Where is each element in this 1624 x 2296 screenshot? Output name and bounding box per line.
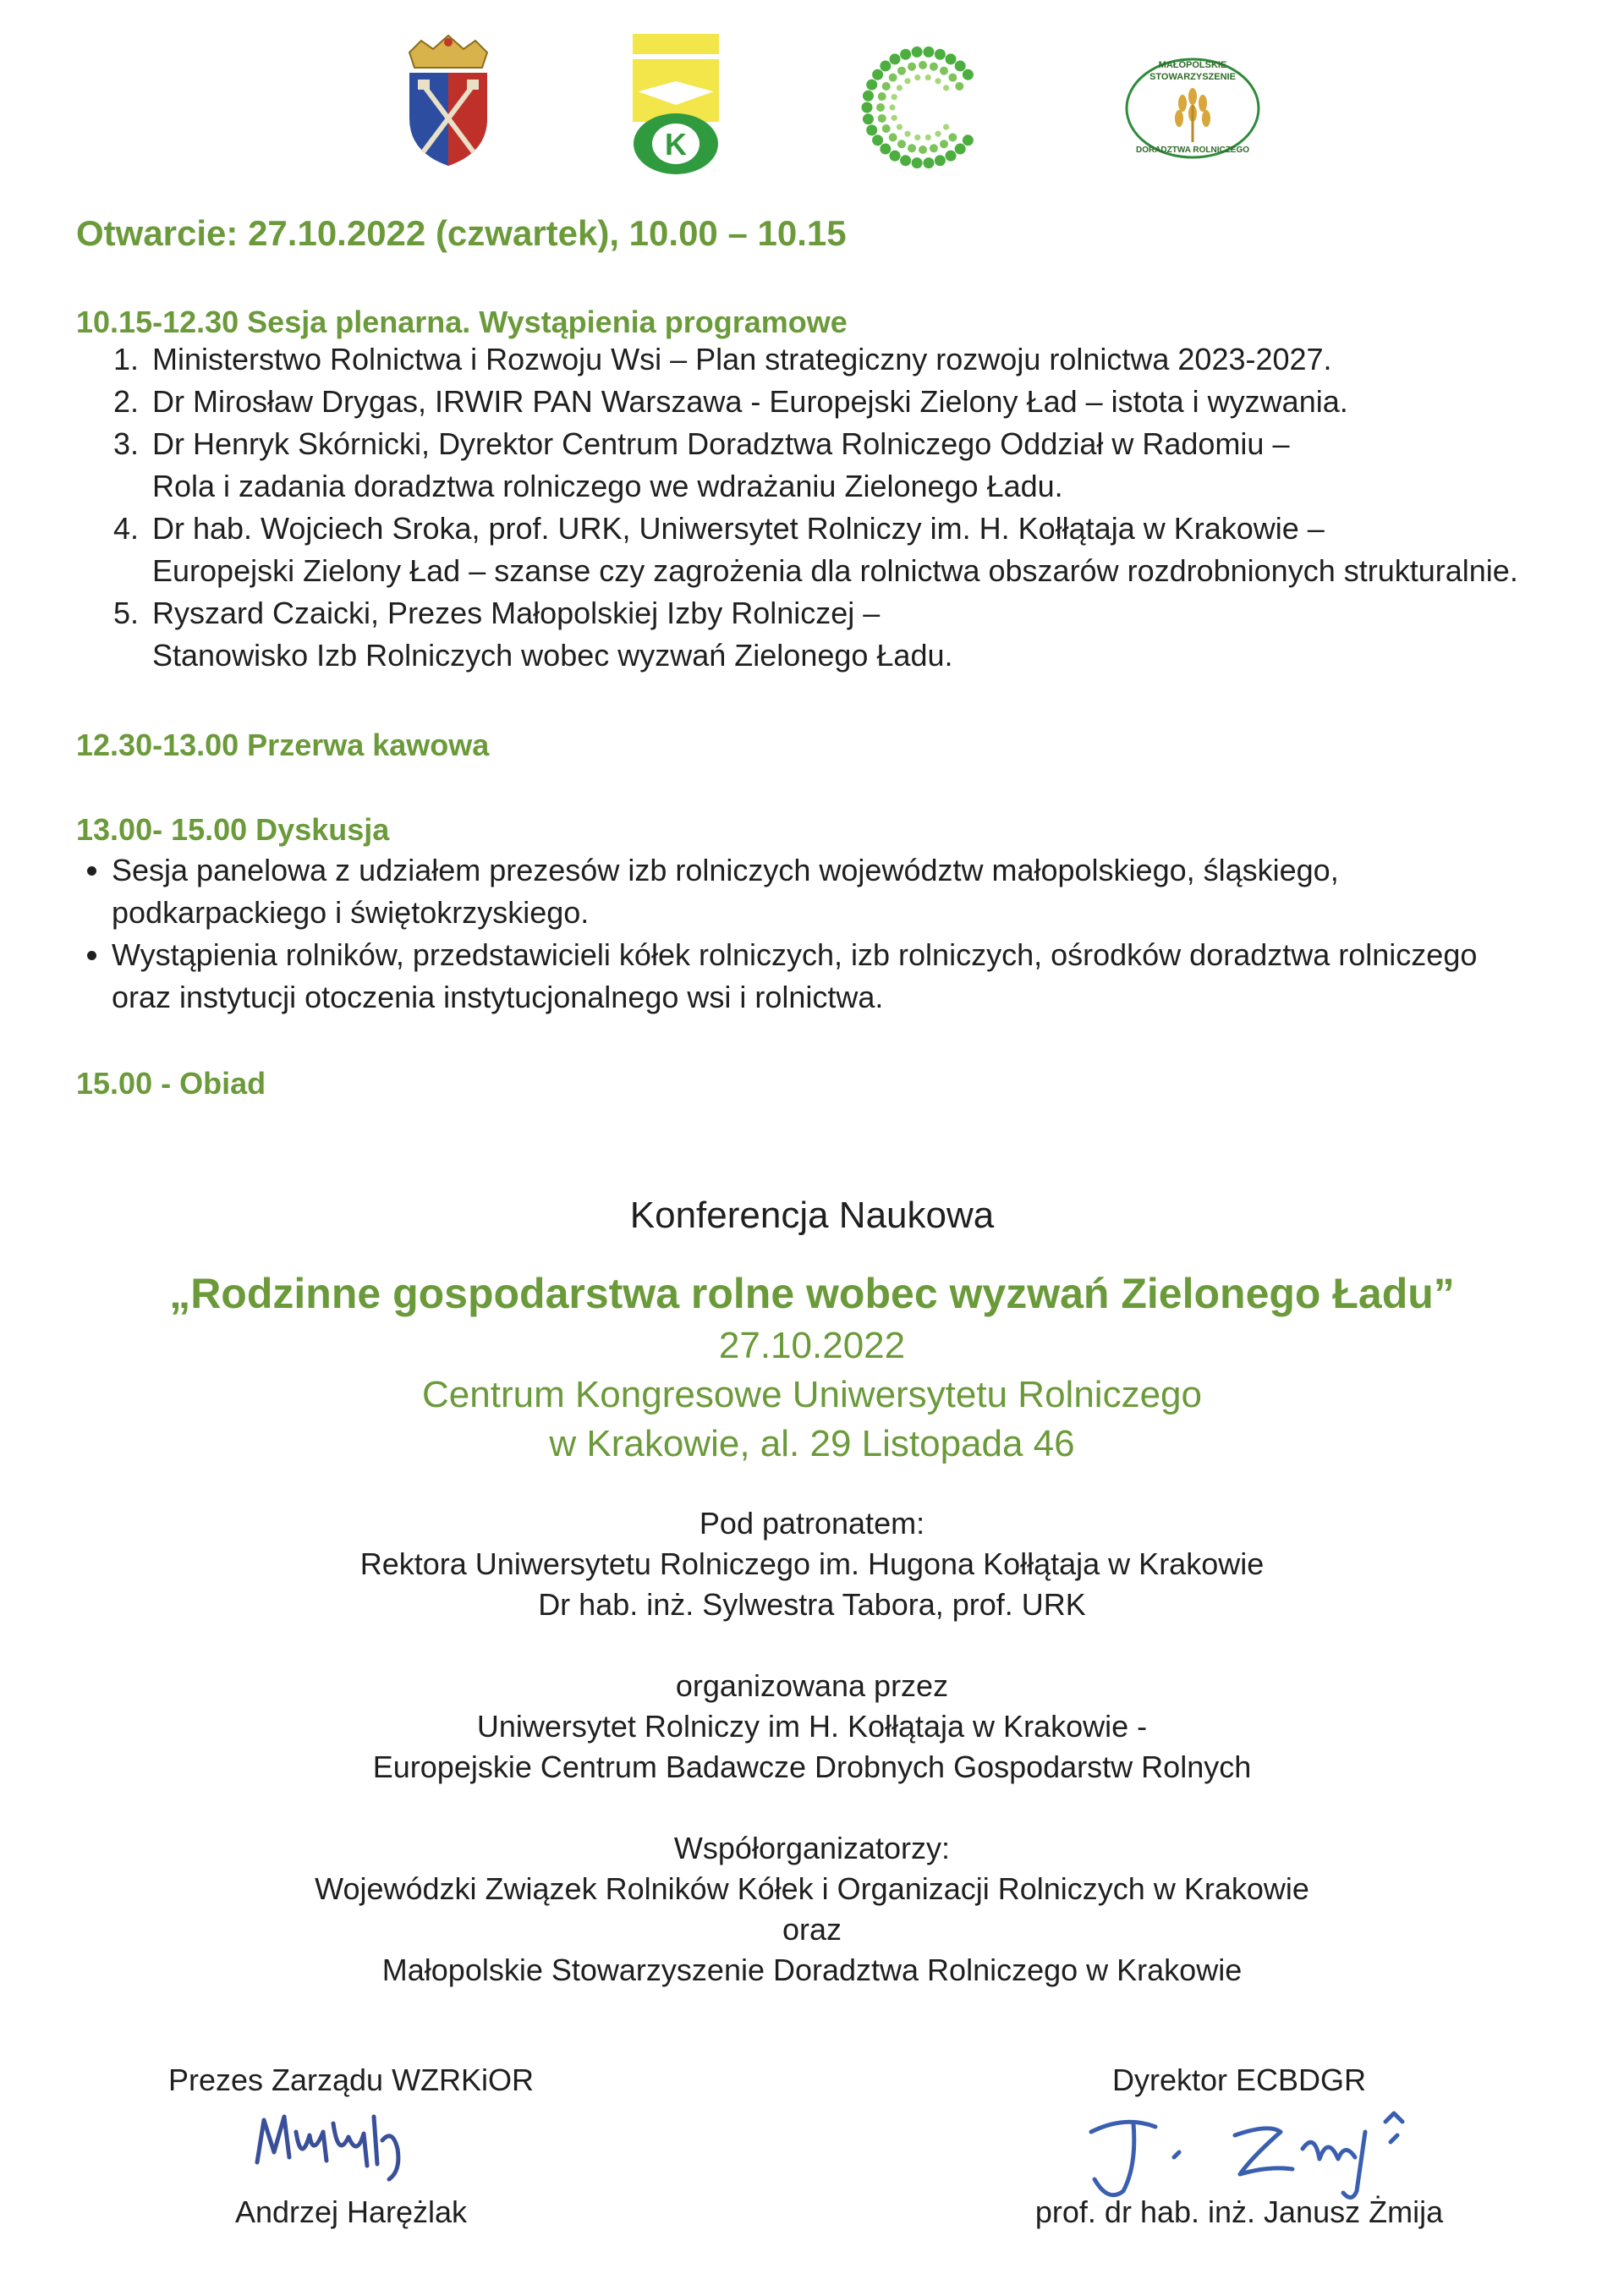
logo-dot: [882, 124, 891, 133]
logo-dot: [919, 146, 927, 154]
left-signatory-title: Prezes Zarządu WZRKiOR: [167, 2063, 535, 2097]
logo-dot: [889, 133, 897, 141]
logo-dot: [878, 92, 886, 101]
logo-dot: [880, 60, 891, 71]
logo-dot: [955, 144, 966, 155]
organizer-line2: Europejskie Centrum Badawcze Drobnych Gospodarstw Rolnych: [372, 1749, 1252, 1784]
logo-dot: [923, 157, 934, 168]
left-signatory-name: Andrzej Harężlak: [234, 2194, 468, 2229]
discussion-title: 13.00- 15.00 Dyskusja: [76, 812, 390, 847]
logo-dot: [862, 102, 873, 113]
logo-dot: [925, 135, 931, 140]
logo-dot: [930, 144, 938, 152]
list-item: 4. Dr hab. Wojciech Sroka, prof. URK, Uniwersytet Rolniczy im. H. Kołłątaja w Krakowie – Europejski Zielony Ład – szanse czy zagrożenia dla rolnictwa obszarów rozdrobnionych strukturalnie.: [147, 508, 1624, 592]
logo-dot: [897, 67, 906, 75]
list-item: 2. Dr Mirosław Drygas, IRWIR PAN Warszawa - Europejski Zielony Ład – istota i wyzwania.: [147, 381, 1624, 423]
logo-dot: [904, 78, 910, 84]
conference-venue-line1: Centrum Kongresowe Uniwersytetu Rolniczego: [422, 1374, 1202, 1415]
logo-dot: [943, 124, 949, 130]
logo-dot: [863, 91, 874, 102]
plenary-program-list: [76, 338, 1624, 677]
coorganizers-line3: Małopolskie Stowarzyszenie Doradztwa Rolniczego w Krakowie: [381, 1953, 1243, 1987]
logo-dot: [943, 85, 949, 91]
conference-venue-line2: w Krakowie, al. 29 Listopada 46: [549, 1423, 1075, 1464]
logo-dot: [963, 69, 974, 80]
patronage-line1: Rektora Uniwersytetu Rolniczego im. Hugona Kołłątaja w Krakowie: [359, 1546, 1265, 1581]
logo-dot: [955, 60, 966, 71]
logo-dot: [912, 157, 923, 168]
logo-dot: [872, 69, 883, 80]
logo-dot: [866, 124, 877, 135]
logo-dot: [897, 85, 903, 91]
discussion-list: [76, 849, 1624, 1019]
patronage-line2: Dr hab. inż. Sylwestra Tabora, prof. URK: [538, 1587, 1086, 1622]
logo-dot: [908, 63, 916, 71]
logo-dot: [892, 94, 897, 100]
logo-dot: [948, 74, 957, 82]
coorganizers-line2: oraz: [782, 1912, 842, 1947]
lunch: 15.00 - Obiad: [76, 1066, 266, 1101]
logo-dot: [946, 53, 957, 64]
logo-dot: [900, 155, 911, 166]
right-signature: [1074, 2098, 1429, 2208]
patronage-label: Pod patronatem:: [699, 1506, 925, 1541]
logo-dot: [876, 103, 885, 112]
conference-title: „Rodzinne gospodarstwa rolne wobec wyzwań Zielonego Ładu”: [169, 1270, 1455, 1317]
svg-text:K: K: [665, 127, 687, 162]
logo-dot: [889, 74, 897, 82]
kolka-rolnicze-logo: [629, 34, 722, 176]
organizer-label: organizowana przez: [675, 1668, 949, 1703]
logo-dot: [914, 74, 920, 80]
logo-dot: [946, 151, 957, 162]
logo-dot: [866, 80, 877, 91]
logo-dot: [889, 104, 895, 110]
logo-dot: [904, 131, 910, 137]
list-item: 5. Ryszard Czaicki, Prezes Małopolskiej Izby Rolniczej – Stanowisko Izb Rolniczych wobec wyzwań Zielonego Ładu.: [147, 592, 1624, 677]
logo-dot: [935, 49, 946, 60]
logo-dot: [890, 151, 901, 162]
logo-dot: [935, 78, 941, 84]
logo-dot: [935, 131, 941, 137]
logo-dot: [897, 140, 906, 148]
session-plenary-title: 10.15-12.30 Sesja plenarna. Wystąpienia programowe: [76, 305, 848, 339]
krakow-coat-of-arms: [404, 34, 492, 169]
coffee-break: 12.30-13.00 Przerwa kawowa: [76, 728, 490, 762]
left-signature: [245, 2098, 431, 2183]
coorganizers-line1: Wojewódzki Związek Rolników Kółek i Organizacji Rolniczych w Krakowie: [315, 1871, 1309, 1906]
opening-time: Otwarcie: 27.10.2022 (czwartek), 10.00 – 10.15: [76, 213, 847, 253]
logo-dot: [925, 74, 931, 80]
svg-text:MAŁOPOLSKIE: MAŁOPOLSKIE: [1158, 60, 1227, 70]
svg-text:DORADZTWA ROLNICZEGO: DORADZTWA ROLNICZEGO: [1135, 146, 1250, 155]
list-item: • Wystąpienia rolników, przedstawicieli kółek rolniczych, izb rolniczych, ośrodków doradztwa rolniczego oraz instytucji otoczenia instytucjonalnego wsi i rolnictwa.: [112, 934, 1624, 1019]
list-item: 1. Ministerstwo Rolnictwa i Rozwoju Wsi – Plan strategiczny rozwoju rolnictwa 2023-2027.: [147, 338, 1624, 381]
logo-row: [0, 34, 1624, 186]
logo-dot: [878, 114, 886, 123]
logo-dot: [890, 53, 901, 64]
logo-dot: [863, 113, 874, 124]
logo-dot: [872, 135, 883, 146]
logo-dot: [923, 47, 934, 58]
logo-dot: [897, 124, 903, 130]
logo-dot: [948, 133, 957, 141]
logo-dot: [912, 47, 923, 58]
logo-dot: [935, 155, 946, 166]
logo-dot: [900, 49, 911, 60]
logo-dot: [919, 61, 927, 69]
conference-date: 27.10.2022: [718, 1325, 906, 1366]
logo-dot: [963, 135, 974, 146]
logo-dot: [908, 144, 916, 152]
list-item: • Sesja panelowa z udziałem prezesów izb rolniczych województw małopolskiego, śląskiego, podkarpackiego i świętokrzyskiego.: [112, 849, 1624, 934]
coorganizers-label: Współorganizatorzy:: [673, 1831, 951, 1865]
list-item: 3. Dr Henryk Skórnicki, Dyrektor Centrum Doradztwa Rolniczego Oddział w Radomiu – Rola i zadania doradztwa rolniczego we wdrażaniu Zielonego Ładu.: [147, 423, 1624, 508]
conference-label: Konferencja Naukowa: [629, 1195, 995, 1236]
msdr-logo: [1123, 51, 1262, 161]
logo-dot: [882, 82, 891, 91]
logo-dot: [955, 82, 963, 91]
right-signatory-title: Dyrektor ECBDGR: [1111, 2063, 1367, 2097]
organizer-line1: Uniwersytet Rolniczy im H. Kołłątaja w Krakowie -: [476, 1709, 1148, 1744]
logo-dot: [880, 144, 891, 155]
logo-dot: [940, 67, 948, 75]
right-signatory-name: prof. dr hab. inż. Janusz Żmija: [1034, 2194, 1444, 2229]
logo-dot: [914, 135, 920, 140]
logo-dot: [892, 115, 897, 121]
logo-dot: [940, 140, 948, 148]
logo-dot: [930, 63, 938, 71]
green-c-logo: [858, 42, 988, 173]
svg-text:STOWARZYSZENIE: STOWARZYSZENIE: [1149, 72, 1236, 82]
